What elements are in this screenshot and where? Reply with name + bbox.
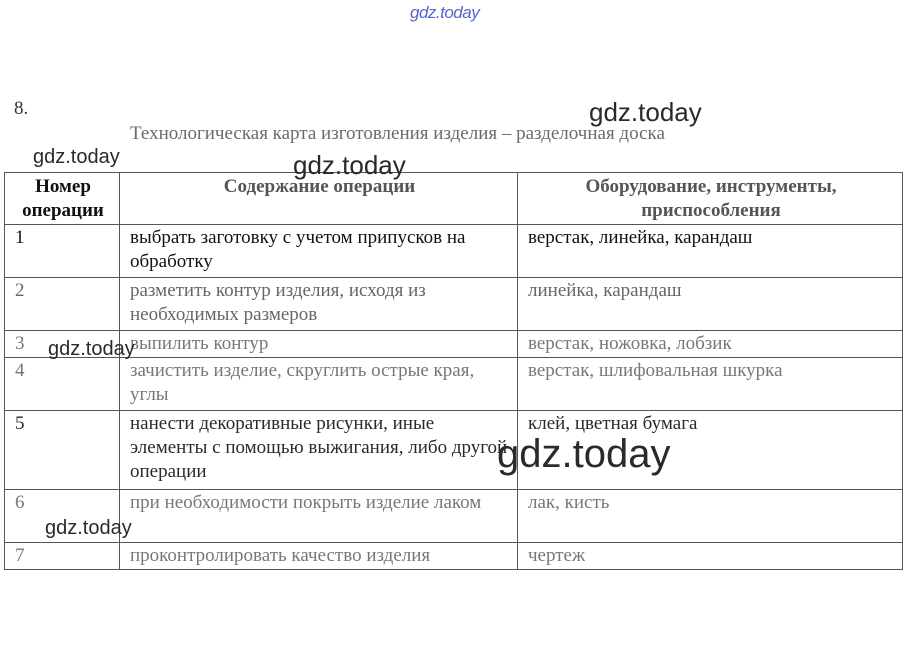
- operation-content: нанести декоративные рисунки, иные элементы с помощью выжигания, либо другой операции: [120, 411, 518, 490]
- table-row: [5, 490, 903, 543]
- operation-content: проконтролировать качество изделия: [120, 543, 518, 570]
- header-operation-content: Содержание операции: [120, 173, 518, 225]
- operation-number: 7: [5, 543, 120, 570]
- table-row: [5, 278, 903, 331]
- operation-content: выбрать заготовку с учетом припусков на обработку: [120, 225, 518, 278]
- operation-number: 3: [5, 331, 120, 358]
- watermark: gdz.today: [33, 146, 120, 168]
- table-row: [5, 543, 903, 570]
- operation-equipment: верстак, ножовка, лобзик: [518, 331, 903, 358]
- operation-equipment: верстак, шлифовальная шкурка: [518, 358, 903, 411]
- operation-content: зачистить изделие, скруглить острые края, углы: [120, 358, 518, 411]
- operation-equipment: лак, кисть: [518, 490, 903, 543]
- operation-content: при необходимости покрыть изделие лаком: [120, 490, 518, 543]
- operation-content: разметить контур изделия, исходя из необходимых размеров: [120, 278, 518, 331]
- watermark: gdz.today: [293, 150, 406, 180]
- operation-equipment: линейка, карандаш: [518, 278, 903, 331]
- header-operation-number: Номер операции: [5, 173, 120, 225]
- operation-equipment: клей, цветная бумага: [518, 411, 903, 490]
- operation-content: выпилить контур: [120, 331, 518, 358]
- table-row: [5, 411, 903, 490]
- task-number: 8.: [14, 98, 29, 119]
- watermark: gdz.today: [497, 432, 671, 476]
- header-equipment: Оборудование, инструменты, приспособления: [518, 173, 903, 225]
- operation-number: 1: [5, 225, 120, 278]
- operation-number: 2: [5, 278, 120, 331]
- operation-equipment: чертеж: [518, 543, 903, 570]
- table-row: [5, 358, 903, 411]
- technology-card-table: [4, 172, 903, 570]
- operation-number: 4: [5, 358, 120, 411]
- watermark: gdz.today: [48, 338, 135, 360]
- document-title: Технологическая карта изготовления изделия – разделочная доска: [130, 123, 665, 144]
- table-header-row: [5, 173, 903, 225]
- table-row: [5, 331, 903, 358]
- operation-equipment: верстак, линейка, карандаш: [518, 225, 903, 278]
- watermark: gdz.today: [589, 97, 702, 127]
- watermark: gdz.today: [45, 517, 132, 539]
- table-row: [5, 225, 903, 278]
- operation-number: 6: [5, 490, 120, 543]
- watermark-top: gdz.today: [410, 3, 480, 22]
- operation-number: 5: [5, 411, 120, 490]
